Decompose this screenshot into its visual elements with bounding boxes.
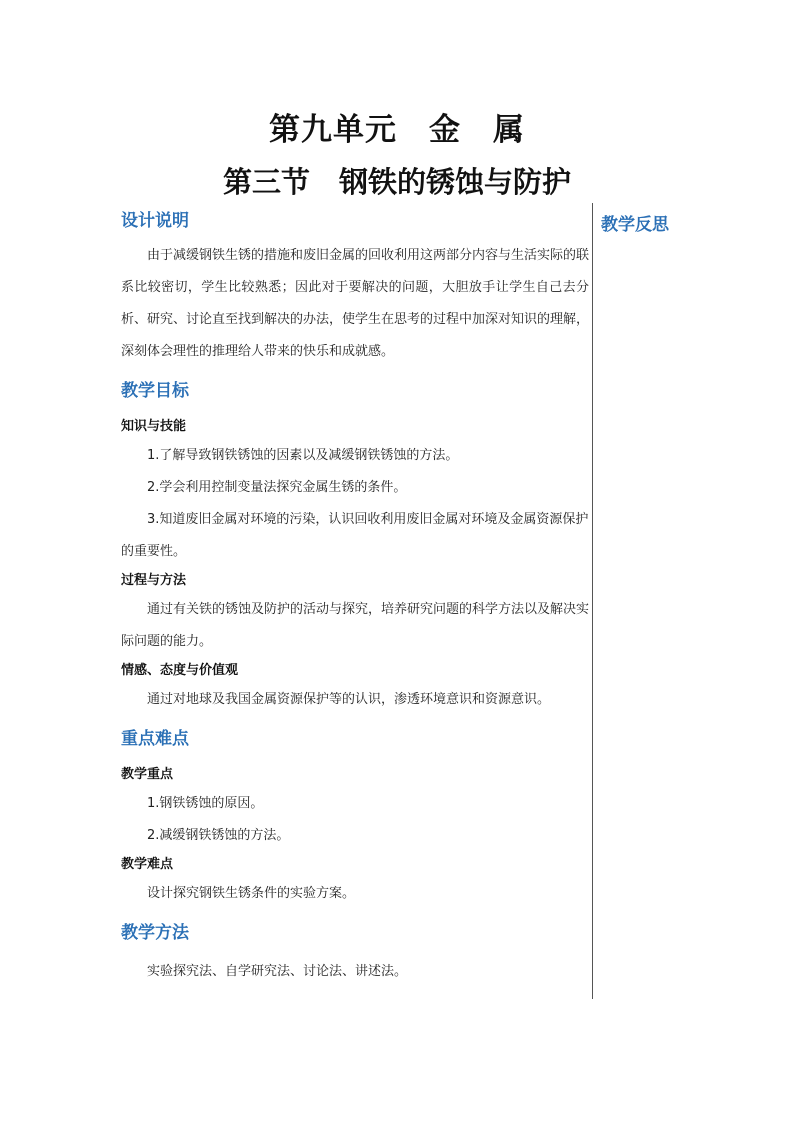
focus-item-1: 1.钢铁锈蚀的原因。 [147,796,264,811]
emotion-heading: 情感、态度与价值观 [121,663,239,678]
difficulty-heading: 教学难点 [121,857,174,872]
process-heading: 过程与方法 [121,573,187,588]
lesson-title: 第三节 钢铁的锈蚀与防护 [222,165,571,199]
keypoints-heading: 重点难点 [121,729,189,749]
design-text: 由于减缓钢铁生锈的措施和废旧金属的回收利用这两部分内容与生活实际的联系比较密切，学生比较熟悉；因此对于要解决的问题，大胆放手让学生自己去分析、研究、讨论直至找到解决的办法，使学生在思考的过程中加深对知识的理解，深刻体会理性的推理给人带来的快乐和成就感。 [121,248,590,359]
focus-heading: 教学重点 [121,767,174,782]
column-divider [592,203,593,999]
emotion-text: 通过对地球及我国金属资源保护等的认识，渗透环境意识和资源意识。 [147,692,551,707]
knowledge-heading: 知识与技能 [121,419,187,434]
knowledge-item-3: 3.知道废旧金属对环境的污染，认识回收利用废旧金属对环境及金属资源保护的重要性。 [121,512,589,559]
methods-heading: 教学方法 [121,923,189,943]
objectives-heading: 教学目标 [121,381,189,401]
knowledge-item-2: 2.学会利用控制变量法探究金属生锈的条件。 [147,480,407,495]
design-heading: 设计说明 [121,211,189,231]
difficulty-text: 设计探究钢铁生锈条件的实验方案。 [147,886,356,901]
unit-title: 第九单元 金 属 [269,112,525,148]
reflection-heading: 教学反思 [601,215,669,235]
main-content [121,206,589,988]
methods-text: 实验探究法、自学研究法、讨论法、讲述法。 [147,964,408,979]
focus-item-2: 2.减缓钢铁锈蚀的方法。 [147,828,290,843]
process-text: 通过有关铁的锈蚀及防护的活动与探究，培养研究问题的科学方法以及解决实际问题的能力。 [121,602,590,649]
knowledge-item-1: 1.了解导致钢铁锈蚀的因素以及减缓钢铁锈蚀的方法。 [147,448,459,463]
